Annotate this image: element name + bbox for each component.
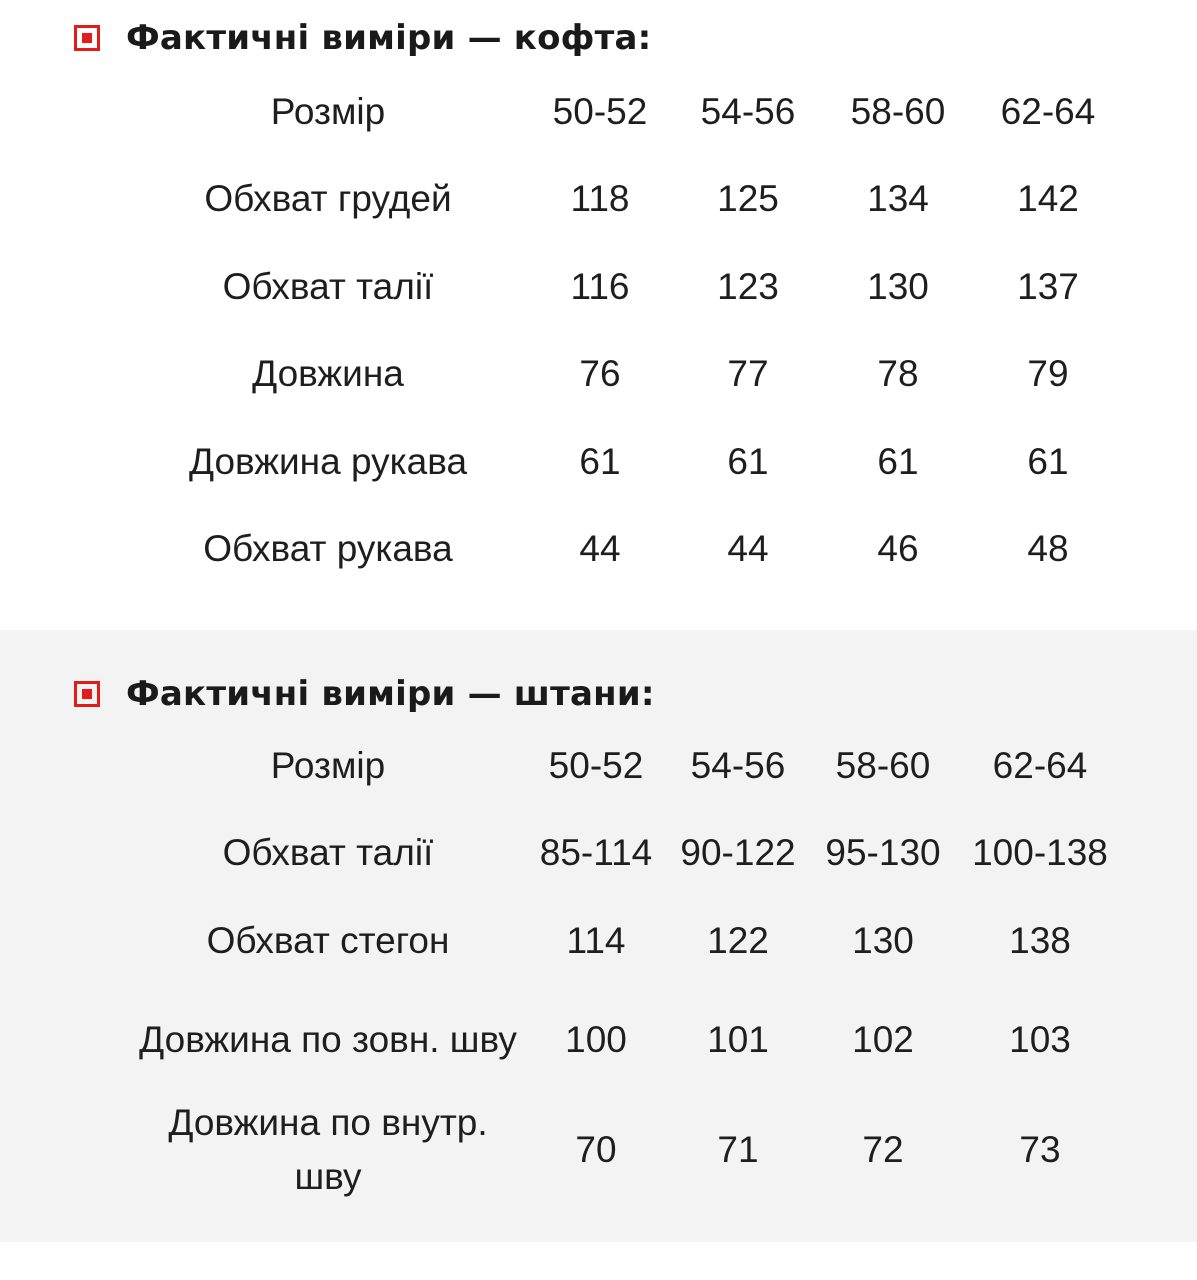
- table-cell: 48: [1027, 528, 1069, 570]
- table-cell: 46: [877, 528, 919, 570]
- table-cell: 122: [707, 919, 769, 961]
- header-cell: 54-56: [690, 744, 786, 786]
- table-cell: 100-138: [972, 832, 1108, 874]
- table-cell: 123: [717, 265, 779, 307]
- header-cell: Розмір: [270, 90, 386, 132]
- row-label: Довжина по зовн. шву: [139, 1018, 517, 1060]
- table-row: [130, 156, 1122, 244]
- table-cell: 76: [579, 353, 621, 395]
- table-cell: 118: [570, 178, 630, 220]
- row-label: Обхват рукава: [203, 528, 453, 570]
- table-row: [130, 985, 1124, 1095]
- table-row: [130, 243, 1122, 331]
- table-cell: 70: [575, 1128, 617, 1170]
- table-row: [130, 897, 1124, 985]
- table-cell: 114: [566, 919, 626, 961]
- table-cell: 100: [565, 1018, 627, 1060]
- header-cell: 58-60: [850, 90, 946, 132]
- table-cell: 73: [1019, 1128, 1061, 1170]
- table-cell: 61: [579, 440, 621, 482]
- table-cell: 103: [1009, 1018, 1071, 1060]
- table-row: [130, 1095, 1124, 1205]
- table-cell: 142: [1017, 178, 1079, 220]
- table-cell: 130: [852, 919, 914, 961]
- header-cell: 58-60: [835, 744, 931, 786]
- row-label: Обхват грудей: [204, 178, 452, 220]
- red-square-bullet-icon: [74, 25, 100, 51]
- table-cell: 102: [852, 1018, 914, 1060]
- table-cell: 61: [877, 440, 919, 482]
- table-cell: 95-130: [825, 832, 941, 874]
- header-cell: 62-64: [992, 744, 1088, 786]
- red-square-bullet-icon: [74, 681, 100, 707]
- table-row: [130, 810, 1124, 898]
- table-cell: 44: [727, 528, 769, 570]
- row-label: Обхват талії: [222, 265, 434, 307]
- row-label: Довжина по внутр. шву: [168, 1101, 488, 1197]
- table-header-row: [130, 68, 1122, 156]
- table-cell: 72: [862, 1128, 904, 1170]
- jacket-size-table: [130, 68, 1122, 593]
- table-cell: 101: [707, 1018, 769, 1060]
- header-cell: 50-52: [552, 90, 648, 132]
- row-label: Довжина: [252, 353, 404, 395]
- table-row: [130, 331, 1122, 419]
- table-cell: 130: [867, 265, 929, 307]
- table-cell: 71: [717, 1128, 759, 1170]
- table-cell: 137: [1017, 265, 1079, 307]
- table-cell: 85-114: [539, 832, 653, 874]
- table-cell: 78: [877, 353, 919, 395]
- jacket-heading: [74, 18, 651, 58]
- pants-size-table: [130, 722, 1124, 1205]
- header-cell: 62-64: [1000, 90, 1096, 132]
- table-cell: 116: [570, 265, 630, 307]
- pants-heading: [74, 674, 655, 714]
- table-cell: 90-122: [680, 832, 796, 874]
- pants-heading-text: Фактичні виміри — штани:: [126, 674, 655, 714]
- jacket-measurements-section: [0, 0, 1197, 630]
- header-cell: 54-56: [700, 90, 796, 132]
- table-header-row: [130, 722, 1124, 810]
- table-cell: 79: [1027, 353, 1069, 395]
- row-label: Довжина рукава: [188, 440, 468, 482]
- table-cell: 61: [727, 440, 769, 482]
- table-cell: 44: [579, 528, 621, 570]
- table-cell: 61: [1027, 440, 1069, 482]
- table-row: [130, 506, 1122, 594]
- jacket-heading-text: Фактичні виміри — кофта:: [126, 18, 652, 58]
- table-cell: 77: [727, 353, 769, 395]
- table-row: [130, 418, 1122, 506]
- row-label: Обхват стегон: [206, 919, 450, 961]
- table-cell: 125: [717, 178, 779, 220]
- header-cell: 50-52: [548, 744, 644, 786]
- table-cell: 134: [867, 178, 929, 220]
- row-label: Обхват талії: [222, 832, 434, 874]
- table-cell: 138: [1009, 919, 1071, 961]
- header-cell: Розмір: [270, 744, 386, 786]
